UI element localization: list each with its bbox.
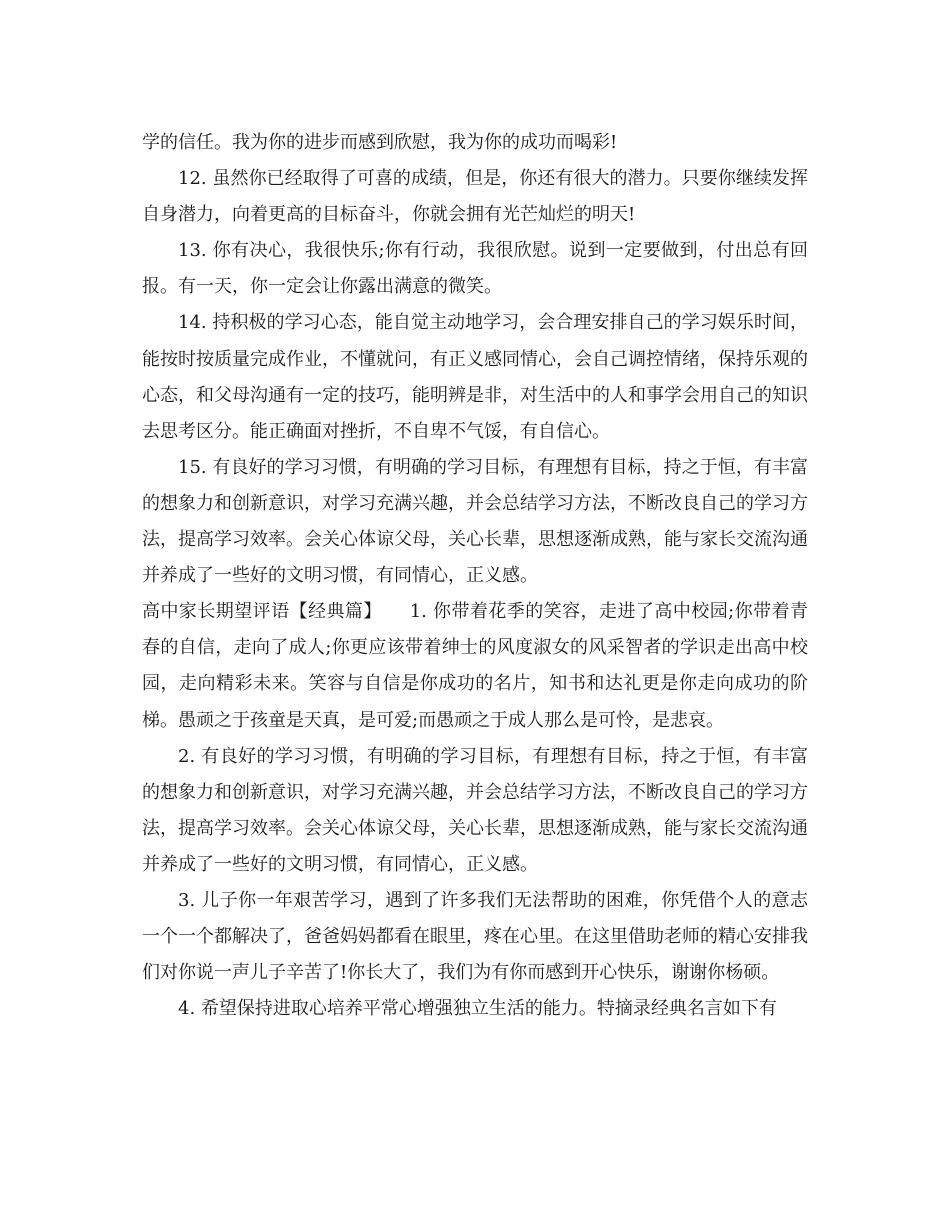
document-body	[142, 125, 808, 1027]
paragraph-item-13: 13. 你有决心，我很快乐;你有行动，我很欣慰。说到一定要做到，付出总有回报。有一天，你一定会让你露出满意的微笑。	[142, 240, 808, 298]
section-title: 高中家长期望评语【经典篇】	[142, 601, 373, 623]
section-item-1: 1. 你带着花季的笑容，走进了高中校园;你带着青春的自信，走向了成人;你更应该带着绅士的风度淑女的风采智者的学识走出高中校园，走向精彩未来。笑容与自信是你成功的名片，知书和达礼更是你走向成功的阶梯。愚顽之于孩童是天真，是可爱;而愚顽之于成人那么是可怜，是悲哀。	[142, 601, 808, 731]
section-paragraph	[142, 594, 808, 738]
section-spacer	[373, 601, 410, 622]
paragraph-item-4: 4. 希望保持进取心培养平常心增强独立生活的能力。特摘录经典名言如下有	[178, 998, 777, 1020]
paragraph-item-15: 15. 有良好的学习习惯，有明确的学习目标，有理想有目标，持之于恒，有丰富的想象力和创新意识，对学习充满兴趣，并会总结学习方法，不断改良自己的学习方法，提高学习效率。会关心体谅父母，关心长辈，思想逐渐成熟，能与家长交流沟通并养成了一些好的文明习惯，有同情心，正义感。	[142, 456, 808, 587]
paragraph-item-12: 12. 虽然你已经取得了可喜的成绩，但是，你还有很大的潜力。只要你继续发挥自身潜力，向着更高的目标奋斗，你就会拥有光芒灿烂的明天!	[142, 168, 808, 226]
paragraph-item-14: 14. 持积极的学习心态，能自觉主动地学习，会合理安排自己的学习娱乐时间，能按时按质量完成作业，不懂就问，有正义感同情心，会自己调控情绪，保持乐观的心态，和父母沟通有一定的技巧，能明辨是非，对生活中的人和事学会用自己的知识去思考区分。能正确面对挫折，不自卑不气馁，有自信心。	[142, 312, 808, 442]
paragraph-item-2: 2. 有良好的学习习惯，有明确的学习目标，有理想有目标，持之于恒，有丰富的想象力和创新意识，对学习充满兴趣，并会总结学习方法，不断改良自己的学习方法，提高学习效率。会关心体谅父母，关心长辈，思想逐渐成熟，能与家长交流沟通并养成了一些好的文明习惯，有同情心，正义感。	[142, 745, 808, 875]
paragraph-item-3: 3. 儿子你一年艰苦学习，遇到了许多我们无法帮助的困难，你凭借个人的意志一个一个都解决了，爸爸妈妈都看在眼里，疼在心里。在这里借助老师的精心安排我们对你说一声儿子辛苦了!你长大了，我们为有你而感到开心快乐，谢谢你杨硕。	[142, 889, 808, 984]
paragraph-continuation: 学的信任。我为你的进步而感到欣慰，我为你的成功而喝彩!	[142, 132, 618, 153]
